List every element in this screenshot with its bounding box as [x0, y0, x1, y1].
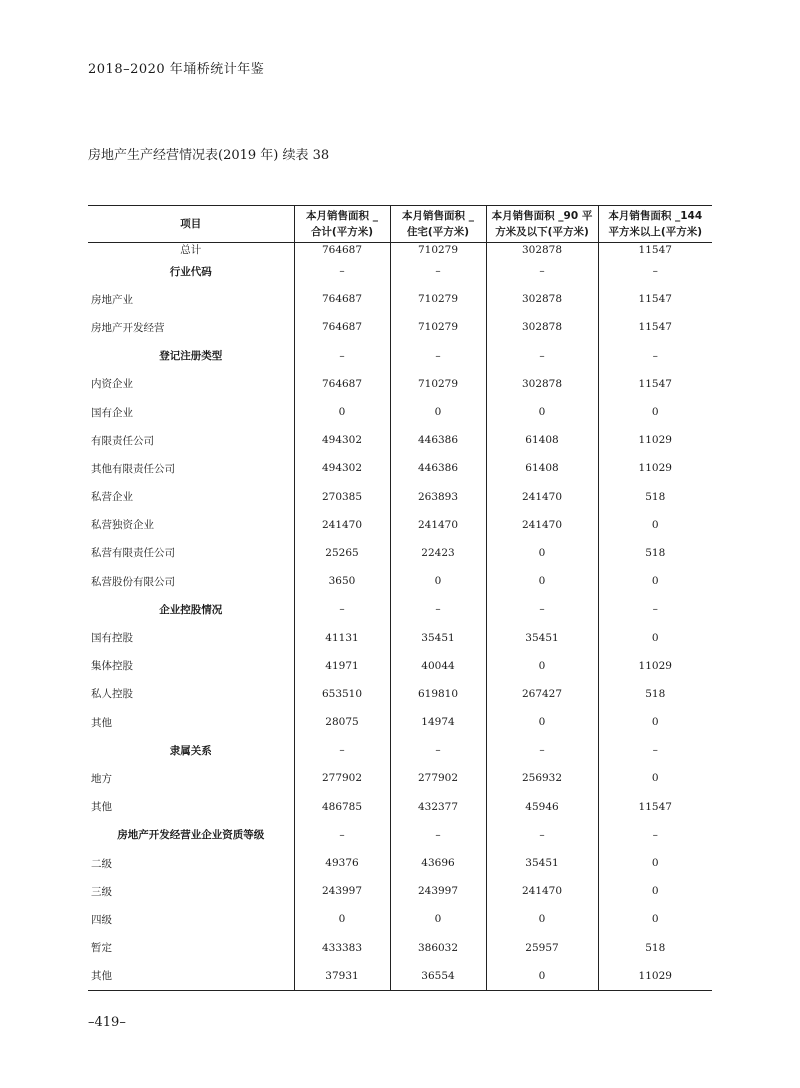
cell-value: 518: [598, 680, 712, 708]
cell-value: 0: [598, 398, 712, 426]
cell-value: 25957: [486, 934, 598, 962]
table-row: [88, 708, 712, 736]
table-row: [88, 567, 712, 595]
row-label: 其他有限责任公司: [91, 462, 175, 475]
cell-value: 0: [598, 877, 712, 905]
cell-value: 433383: [294, 934, 390, 962]
row-label: 私营独资企业: [91, 519, 154, 532]
column-header-over-144: [598, 206, 712, 243]
row-label: 登记注册类型: [159, 350, 223, 363]
table-row: [88, 285, 712, 313]
cell-value: –: [598, 736, 712, 764]
cell-value: –: [598, 342, 712, 370]
cell-value: 0: [598, 849, 712, 877]
cell-value: 35451: [486, 849, 598, 877]
row-label: 行业代码: [169, 265, 212, 278]
cell-value: 0: [486, 539, 598, 567]
cell-value: 386032: [390, 934, 486, 962]
row-label: 企业控股情况: [159, 603, 223, 616]
column-header-line1: 本月销售面积 _144: [608, 210, 703, 222]
row-label: 集体控股: [91, 660, 133, 673]
cell-value: 241470: [486, 877, 598, 905]
cell-value: –: [294, 342, 390, 370]
cell-value: 0: [294, 398, 390, 426]
cell-value: 446386: [390, 426, 486, 454]
running-title: 2018–2020 年埇桥统计年鉴: [88, 62, 265, 77]
table-row: [88, 849, 712, 877]
cell-value: 518: [598, 539, 712, 567]
cell-value: –: [598, 595, 712, 623]
cell-value: 267427: [486, 680, 598, 708]
cell-value: 40044: [390, 652, 486, 680]
cell-value: 41971: [294, 652, 390, 680]
cell-value: –: [390, 257, 486, 285]
cell-value: 61408: [486, 426, 598, 454]
cell-value: 243997: [294, 877, 390, 905]
table-row: [88, 313, 712, 341]
cell-value: 0: [598, 764, 712, 792]
cell-value: 486785: [294, 793, 390, 821]
cell-value: –: [294, 595, 390, 623]
cell-value: 49376: [294, 849, 390, 877]
section-row: [88, 595, 712, 623]
column-header-line1: 本月销售面积 _90 平: [491, 210, 593, 222]
column-header-under-90: [486, 206, 598, 243]
table-row: [88, 934, 712, 962]
cell-value: 0: [294, 905, 390, 933]
cell-value: 241470: [486, 483, 598, 511]
cell-value: 277902: [390, 764, 486, 792]
cell-value: 3650: [294, 567, 390, 595]
row-label: 私营股份有限公司: [91, 575, 175, 588]
cell-value: 11029: [598, 652, 712, 680]
cell-value: 710279: [390, 370, 486, 398]
cell-value: 302878: [486, 243, 598, 258]
cell-value: 0: [598, 567, 712, 595]
cell-value: 764687: [294, 370, 390, 398]
cell-value: 14974: [390, 708, 486, 736]
cell-value: 11547: [598, 370, 712, 398]
table-row: [88, 398, 712, 426]
row-label: 有限责任公司: [91, 434, 154, 447]
section-row: [88, 736, 712, 764]
table-row: [88, 454, 712, 482]
cell-value: –: [486, 736, 598, 764]
cell-value: –: [294, 257, 390, 285]
row-label: 隶属关系: [169, 744, 212, 757]
cell-value: 41131: [294, 623, 390, 651]
cell-value: 11029: [598, 962, 712, 991]
table-row: [88, 652, 712, 680]
cell-value: 263893: [390, 483, 486, 511]
cell-value: 764687: [294, 243, 390, 258]
row-label: 其他: [91, 716, 112, 729]
cell-value: 0: [486, 905, 598, 933]
cell-value: 11547: [598, 243, 712, 258]
column-header-line1: 项目: [180, 218, 202, 230]
cell-value: 653510: [294, 680, 390, 708]
cell-value: 518: [598, 483, 712, 511]
cell-value: –: [486, 595, 598, 623]
row-label: 国有企业: [91, 406, 133, 419]
cell-value: 277902: [294, 764, 390, 792]
cell-value: 0: [486, 962, 598, 991]
cell-value: 35451: [486, 623, 598, 651]
column-header-line1: 本月销售面积 _: [402, 210, 474, 222]
cell-value: 22423: [390, 539, 486, 567]
table-row: [88, 793, 712, 821]
cell-value: 446386: [390, 454, 486, 482]
cell-value: –: [486, 257, 598, 285]
table-body: [88, 243, 712, 991]
table-row: [88, 539, 712, 567]
table-row: [88, 623, 712, 651]
section-row: [88, 821, 712, 849]
cell-value: 0: [486, 567, 598, 595]
row-label: 私人控股: [91, 688, 133, 701]
column-header-line2: 合计(平方米): [310, 226, 374, 238]
cell-value: –: [294, 736, 390, 764]
cell-value: 0: [598, 623, 712, 651]
cell-value: –: [390, 736, 486, 764]
cell-value: 25265: [294, 539, 390, 567]
cell-value: 28075: [294, 708, 390, 736]
cell-value: 494302: [294, 426, 390, 454]
cell-value: 0: [486, 652, 598, 680]
cell-value: 710279: [390, 285, 486, 313]
column-header-total: [294, 206, 390, 243]
cell-value: 0: [390, 567, 486, 595]
cell-value: –: [598, 257, 712, 285]
cell-value: 37931: [294, 962, 390, 991]
row-label: 三级: [91, 885, 112, 898]
row-label: 四级: [91, 913, 112, 926]
table-row: [88, 680, 712, 708]
row-label: 地方: [91, 772, 112, 785]
row-label: 房地产业: [91, 293, 133, 306]
row-label: 私营企业: [91, 491, 133, 504]
cell-value: –: [390, 342, 486, 370]
cell-value: 241470: [390, 511, 486, 539]
cell-value: 45946: [486, 793, 598, 821]
table-title: 房地产生产经营情况表(2019 年) 续表 38: [88, 148, 330, 163]
column-header-line2: 平方米以上(平方米): [608, 226, 703, 238]
table-row: [88, 483, 712, 511]
cell-value: 302878: [486, 370, 598, 398]
cell-value: 302878: [486, 285, 598, 313]
column-header-residential: [390, 206, 486, 243]
cell-value: 0: [598, 708, 712, 736]
cell-value: 35451: [390, 623, 486, 651]
cell-value: 11547: [598, 285, 712, 313]
cell-value: 619810: [390, 680, 486, 708]
cell-value: –: [598, 821, 712, 849]
cell-value: 243997: [390, 877, 486, 905]
page-number: –419–: [88, 1015, 126, 1030]
column-header-line2: 住宅(平方米): [406, 226, 470, 238]
cell-value: –: [486, 342, 598, 370]
cell-value: 0: [486, 398, 598, 426]
cell-value: 11029: [598, 426, 712, 454]
cell-value: 0: [390, 398, 486, 426]
column-header-item: [88, 206, 294, 243]
cell-value: –: [390, 595, 486, 623]
data-table-container: [88, 205, 712, 991]
cell-value: 432377: [390, 793, 486, 821]
row-label: 总计: [180, 244, 202, 256]
cell-value: 256932: [486, 764, 598, 792]
cell-value: 764687: [294, 313, 390, 341]
cell-value: 241470: [294, 511, 390, 539]
total-row: [88, 243, 712, 258]
cell-value: 61408: [486, 454, 598, 482]
cell-value: 0: [390, 905, 486, 933]
row-label: 私营有限责任公司: [91, 547, 175, 560]
cell-value: 11547: [598, 793, 712, 821]
table-row: [88, 426, 712, 454]
table-row: [88, 511, 712, 539]
cell-value: 0: [486, 708, 598, 736]
row-label: 国有控股: [91, 632, 133, 645]
cell-value: 43696: [390, 849, 486, 877]
row-label: 其他: [91, 801, 112, 814]
row-label: 房地产开发经营: [91, 321, 165, 334]
table-row: [88, 962, 712, 991]
cell-value: 710279: [390, 313, 486, 341]
cell-value: 518: [598, 934, 712, 962]
table-row: [88, 905, 712, 933]
row-label: 暂定: [91, 942, 112, 955]
cell-value: 11029: [598, 454, 712, 482]
cell-value: –: [390, 821, 486, 849]
data-table: [88, 205, 712, 991]
section-row: [88, 257, 712, 285]
cell-value: 270385: [294, 483, 390, 511]
cell-value: 36554: [390, 962, 486, 991]
row-label: 内资企业: [91, 378, 133, 391]
row-label: 其他: [91, 970, 112, 983]
column-header-line2: 方米及以下(平方米): [495, 226, 589, 238]
cell-value: 302878: [486, 313, 598, 341]
cell-value: 494302: [294, 454, 390, 482]
cell-value: –: [294, 821, 390, 849]
cell-value: 11547: [598, 313, 712, 341]
cell-value: 0: [598, 511, 712, 539]
cell-value: 764687: [294, 285, 390, 313]
cell-value: –: [486, 821, 598, 849]
cell-value: 710279: [390, 243, 486, 258]
header-row: [88, 206, 712, 243]
row-label: 房地产开发经营业企业资质等级: [117, 829, 265, 842]
table-header: [88, 206, 712, 243]
cell-value: 0: [598, 905, 712, 933]
table-row: [88, 764, 712, 792]
cell-value: 241470: [486, 511, 598, 539]
table-row: [88, 877, 712, 905]
column-header-line1: 本月销售面积 _: [306, 210, 378, 222]
row-label: 二级: [91, 857, 112, 870]
table-row: [88, 370, 712, 398]
section-row: [88, 342, 712, 370]
